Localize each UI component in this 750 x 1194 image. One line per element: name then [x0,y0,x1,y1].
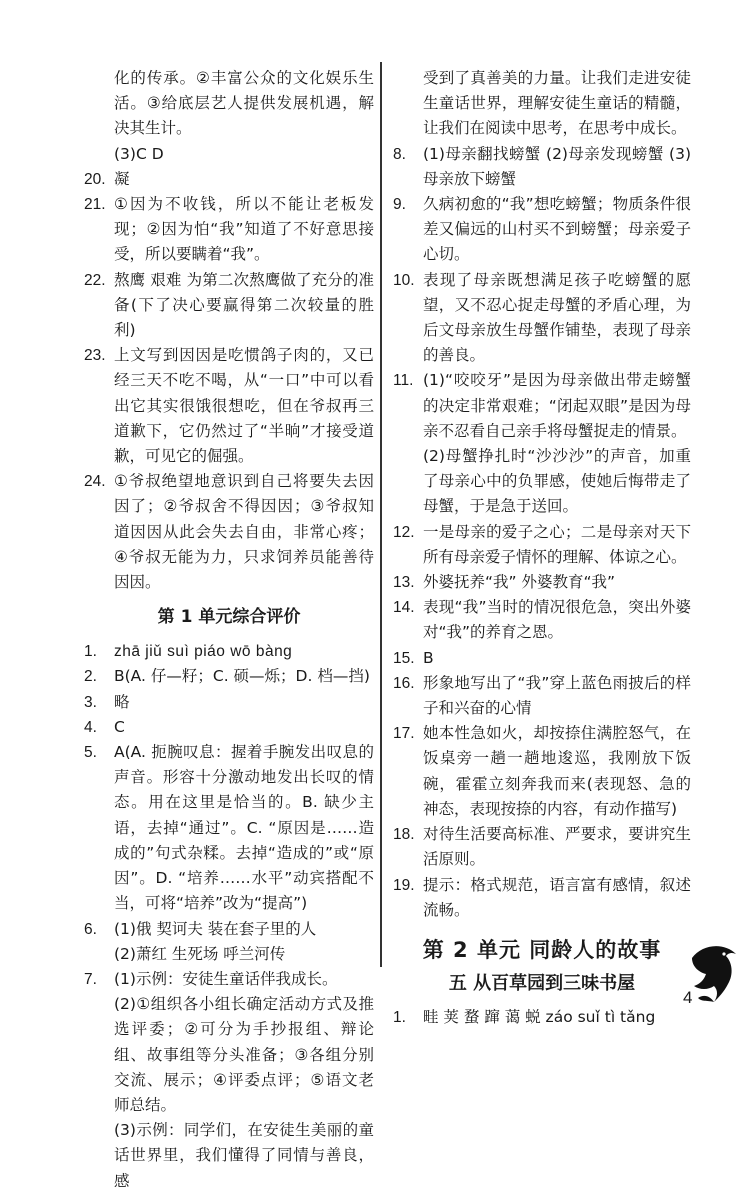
answer-text: B [423,648,434,667]
answer-item [84,740,374,916]
answer-text: (1)俄 契诃夫 装在套子里的人 [114,919,317,938]
answer-number: 11. [393,372,414,390]
answer-number: 8. [393,145,406,163]
answer-item [84,469,374,595]
right-column [393,66,691,1030]
answer-11-part2: (2)母蟹挣扎时“沙沙沙”的声音，加重了母亲心中的负罪感，使她后悔带走了母蟹，于是急于送回。 [423,447,691,516]
answer-item [393,646,691,671]
answer-item [84,167,374,192]
answer-item [393,873,691,923]
answer-item [393,142,691,192]
answer-item [393,368,691,444]
answer-number: 19. [393,876,415,894]
answer-number: 4. [84,718,97,736]
answer-item [393,721,691,822]
answer-item [84,917,374,942]
answer-text: 她本性急如火，却按捺住满腔怒气，在饭桌旁一趟一趟地逡巡，我刚放下饭碗，霍霍立刻奔我而来(表现怒、急的神态，表现按捺的内容，有动作描写) [423,724,691,818]
answer-item [393,268,691,369]
answer-number: 24. [84,473,106,491]
answer-item-7 [84,967,374,992]
answer-number: 16. [393,674,415,692]
answer-text: C [114,717,125,736]
answer-7-part2: (2)①组织各小组长确定活动方式及推选评委；②可分为手抄报组、辩论组、故事组等分头准备；③各组分别交流、展示；④评委点评；⑤语文老师总结。 [114,995,374,1114]
answer-number: 14. [393,599,415,617]
answer-number: 22. [84,271,106,289]
lesson-title: 五 从百草园到三味书屋 [448,972,636,994]
answer-number: 3. [84,693,97,711]
column-divider [380,62,382,967]
answer-7-continuation: 受到了真善美的力量。让我们走进安徒生童话世界，理解安徒生童话的精髓，让我们在阅读中思考，在思考中成长。 [423,69,691,138]
answer-number: 13. [393,574,415,592]
answer-item [84,690,374,715]
answer-text: (1)母亲翻找螃蟹 (2)母亲发现螃蟹 (3)母亲放下螃蟹 [423,144,691,188]
answer-number: 10. [393,271,415,289]
answer-item [84,715,374,740]
answer-number: 18. [393,826,415,844]
answer-item [84,268,374,344]
answer-text: 上文写到因因是吃惯鸽子肉的，又已经三天不吃不喝，从“一口”中可以看出它其实很饿很想吃，但在爷叔再三道歉下，它仍然过了“半晌”才接受道歉，可见它的倔强。 [114,346,374,466]
answer-number: 17. [393,725,415,743]
answer-item-1 [393,1005,691,1030]
answer-text: 略 [114,692,130,711]
answer-number: 5. [84,744,97,762]
answer-6-part2: (2)萧红 生死场 呼兰河传 [114,944,286,963]
unit1-review-title: 第 1 单元综合评价 [157,607,301,628]
answer-text: 外婆抚养“我” 外婆教育“我” [423,573,616,592]
answer-number: 9. [393,196,406,214]
answer-item [393,595,691,645]
answer-item [84,192,374,268]
answer-19-part3: (3)C D [114,144,164,163]
answer-item [84,639,374,664]
answer-item [393,192,691,268]
answer-number: 15. [393,649,415,667]
answer-number: 7. [84,970,97,988]
answer-number: 1. [393,1008,406,1026]
answer-number: 6. [84,920,97,938]
answer-text: ①因为不收钱，所以不能让老板发现；②因为怕“我”知道了不好意思接受，所以要瞒着“我”。 [114,195,374,264]
answer-text: (1)“咬咬牙”是因为母亲做出带走螃蟹的决定非常艰难；“闭起双眼”是因为母亲不忍看自己亲手将母蟹捉走的情景。 [423,371,691,440]
answer-text: 提示：格式规范，语言富有感情，叙述流畅。 [423,875,691,919]
answer-item [84,343,374,469]
answer-text: ①爷叔绝望地意识到自己将要失去因因了；②爷叔舍不得因因；③爷叔知道因因从此会失去自由，非常心疼；④爷叔无能为力，只求饲养员能善待因因。 [114,472,374,592]
answer-number: 2. [84,668,97,686]
answer-text: 形象地写出了“我”穿上蓝色雨披后的样子和兴奋的心情 [423,673,691,718]
answer-text: 对待生活要高标准、严要求，要讲究生活原则。 [423,825,691,869]
answer-item [393,570,691,595]
answer-text: 熬鹰 艰难 为第二次熬鹰做了充分的准备(下了决心要赢得第二次较量的胜利) [114,270,374,340]
answer-text: 表现了母亲既想满足孩子吃螃蟹的愿望，又不忍心捉走母蟹的矛盾心理，为后文母亲放生母蟹作铺垫，表现了母亲的善良。 [423,270,691,365]
answer-item [393,822,691,872]
answer-text: 表现“我”当时的情况很危急，突出外婆对“我”的养育之恩。 [423,598,691,642]
unit2-title: 第 2 单元 同龄人的故事 [422,937,662,962]
answer-number: 20. [84,170,106,188]
answer-item [393,671,691,721]
answer-number: 12. [393,523,415,541]
answer-text: zhā jiǔ suì piáo wō bàng [114,643,293,661]
answer-text: 畦 荚 蝥 蹿 蔼 蜕 záo suǐ tì tǎng [423,1007,656,1026]
answer-number: 21. [84,196,106,214]
answer-text: 久病初愈的“我”想吃螃蟹；物质条件很差又偏远的山村买不到螃蟹；母亲爱子心切。 [423,195,691,264]
answer-text: B(A. 仔—籽；C. 硕—烁；D. 档—挡) [114,667,370,686]
answer-text: 一是母亲的爱子之心；二是母亲对天下所有母亲爱子情怀的理解、体谅之心。 [423,522,691,566]
page-number: 4 [683,988,693,1007]
answer-7-part3: (3)示例：同学们，在安徒生美丽的童话世界里，我们懂得了同情与善良，感 [114,1121,374,1190]
answer-number: 23. [84,347,106,365]
answer-text: A(A. 扼腕叹息：握着手腕发出叹息的声音。形容十分激动地发出长叹的情态。用在这里是恰当的。B. 缺少主语，去掉“通过”。C. “原因是……造成的”句式杂糅。去掉“造成的”或“原因”。D. “培养……水平”动宾搭配不当，可将“培养”改为“提高”) [114,743,374,913]
left-column [84,66,374,1194]
answer-text: 凝 [114,169,130,188]
answer-number: 1. [84,643,97,661]
answer-item [84,664,374,689]
answer-item [393,520,691,570]
dolphin-logo-icon [684,940,744,1010]
answer-19-continuation: 化的传承。②丰富公众的文化娱乐生活。③给底层艺人提供发展机遇，解决其生计。 [114,69,374,138]
answer-text: (1)示例：安徒生童话伴我成长。 [114,969,338,988]
